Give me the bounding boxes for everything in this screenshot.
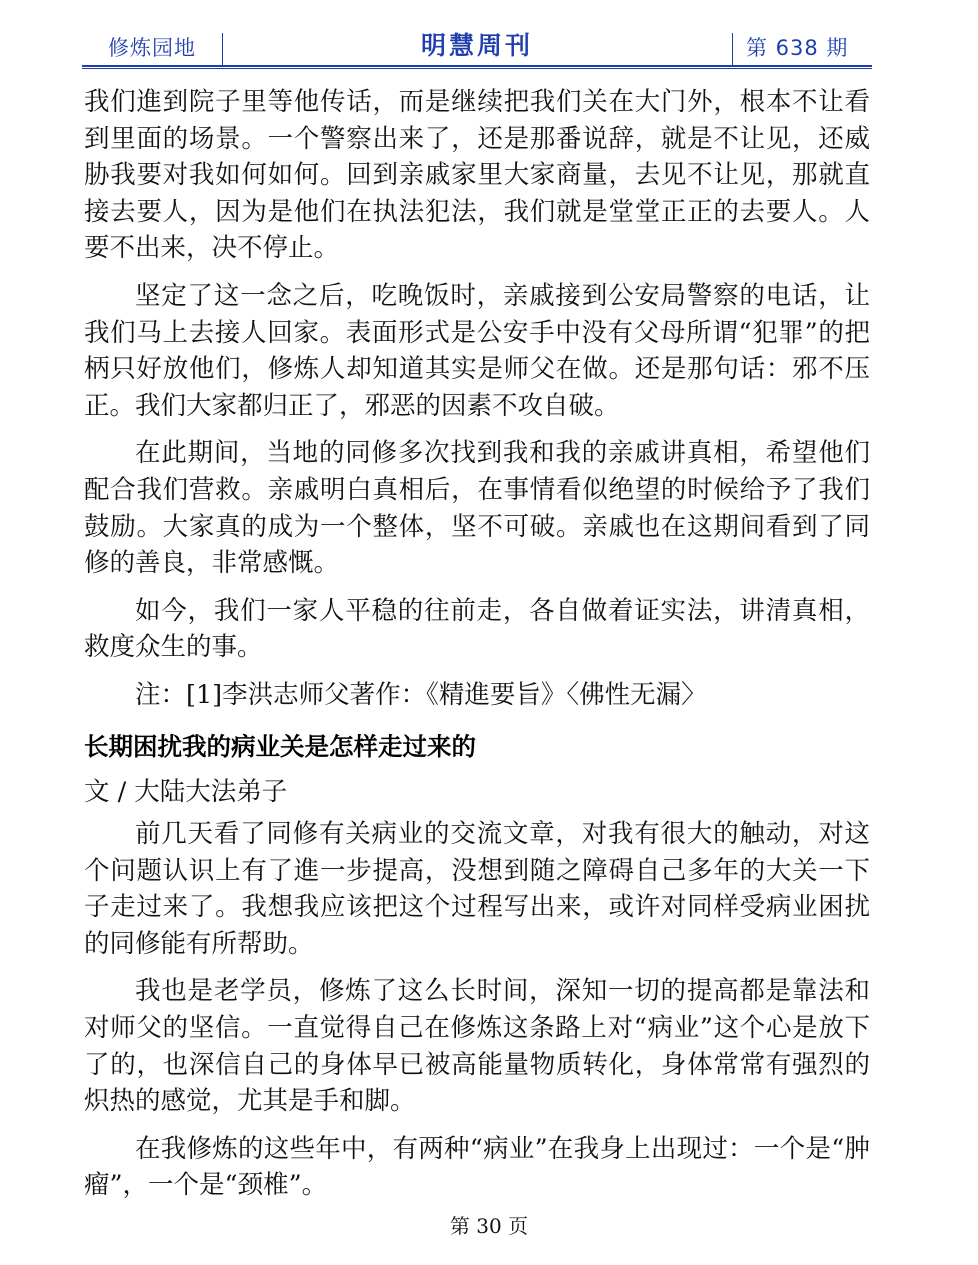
- article1-paragraph: 如今，我们一家人平稳的往前走，各自做着证实法，讲清真相，救度众生的事。: [84, 595, 870, 663]
- page-number: 第 30 页: [449, 1214, 529, 1238]
- article2-title: 长期困扰我的病业关是怎样走过来的: [84, 731, 476, 761]
- article2-paragraph: 我也是老学员，修炼了这么长时间，深知一切的提高都是靠法和对师父的坚信。一直觉得自己在修炼这条路上对“病业”这个心是放下了的，也深信自己的身体早已被高能量物质转化，身体常常有强烈的炽热的感觉，尤其是手和脚。: [84, 976, 870, 1117]
- article1-paragraph: 坚定了这一念之后，吃晚饭时，亲戚接到公安局警察的电话，让我们马上去接人回家。表面形式是公安手中没有父母所谓“犯罪”的把柄只好放他们，修炼人却知道其实是师父在做。还是那句话：邪不压正。我们大家都归正了，邪恶的因素不攻自破。: [84, 280, 870, 421]
- article-body: [84, 84, 870, 1215]
- header-divider-right: [732, 33, 733, 65]
- header-rule: [82, 65, 872, 67]
- article1-paragraph: 在此期间，当地的同修多次找到我和我的亲戚讲真相，希望他们配合我们营救。亲戚明白真相后，在事情看似绝望的时候给予了我们鼓励。大家真的成为一个整体，坚不可破。亲戚也在这期间看到了同修的善良，非常感慨。: [84, 438, 870, 579]
- header-rule-thin: [82, 68, 872, 69]
- article2-byline: 文 / 大陆大法弟子: [84, 776, 288, 807]
- article1-paragraph: 我们進到院子里等他传话，而是继续把我们关在大门外，根本不让看到里面的场景。一个警察出来了，还是那番说辞，就是不让见，还威胁我要对我如何如何。回到亲戚家里大家商量，去见不让见，那就直接去要人，因为是他们在执法犯法，我们就是堂堂正正的去要人。人要不出来，决不停止。: [84, 87, 870, 264]
- article2-paragraph: 前几天看了同修有关病业的交流文章，对我有很大的触动，对这个问题认识上有了進一步提高，没想到随之障碍自己多年的大关一下子走过来了。我想我应该把这个过程写出来，或许对同样受病业困扰的同修能有所帮助。: [84, 819, 870, 959]
- header-section-name: 修炼园地: [108, 36, 196, 60]
- header-issue-number: 第 638 期: [746, 36, 849, 60]
- article2-paragraph: 在我修炼的这些年中，有两种“病业”在我身上出现过：一个是“肿瘤”，一个是“颈椎”。: [84, 1133, 870, 1201]
- header-publication-title: 明慧周刊: [420, 31, 533, 60]
- page-header: [82, 22, 872, 66]
- article1-footnote: 注：[1]李洪志师父著作：《精進要旨》〈佛性无漏〉: [135, 679, 707, 710]
